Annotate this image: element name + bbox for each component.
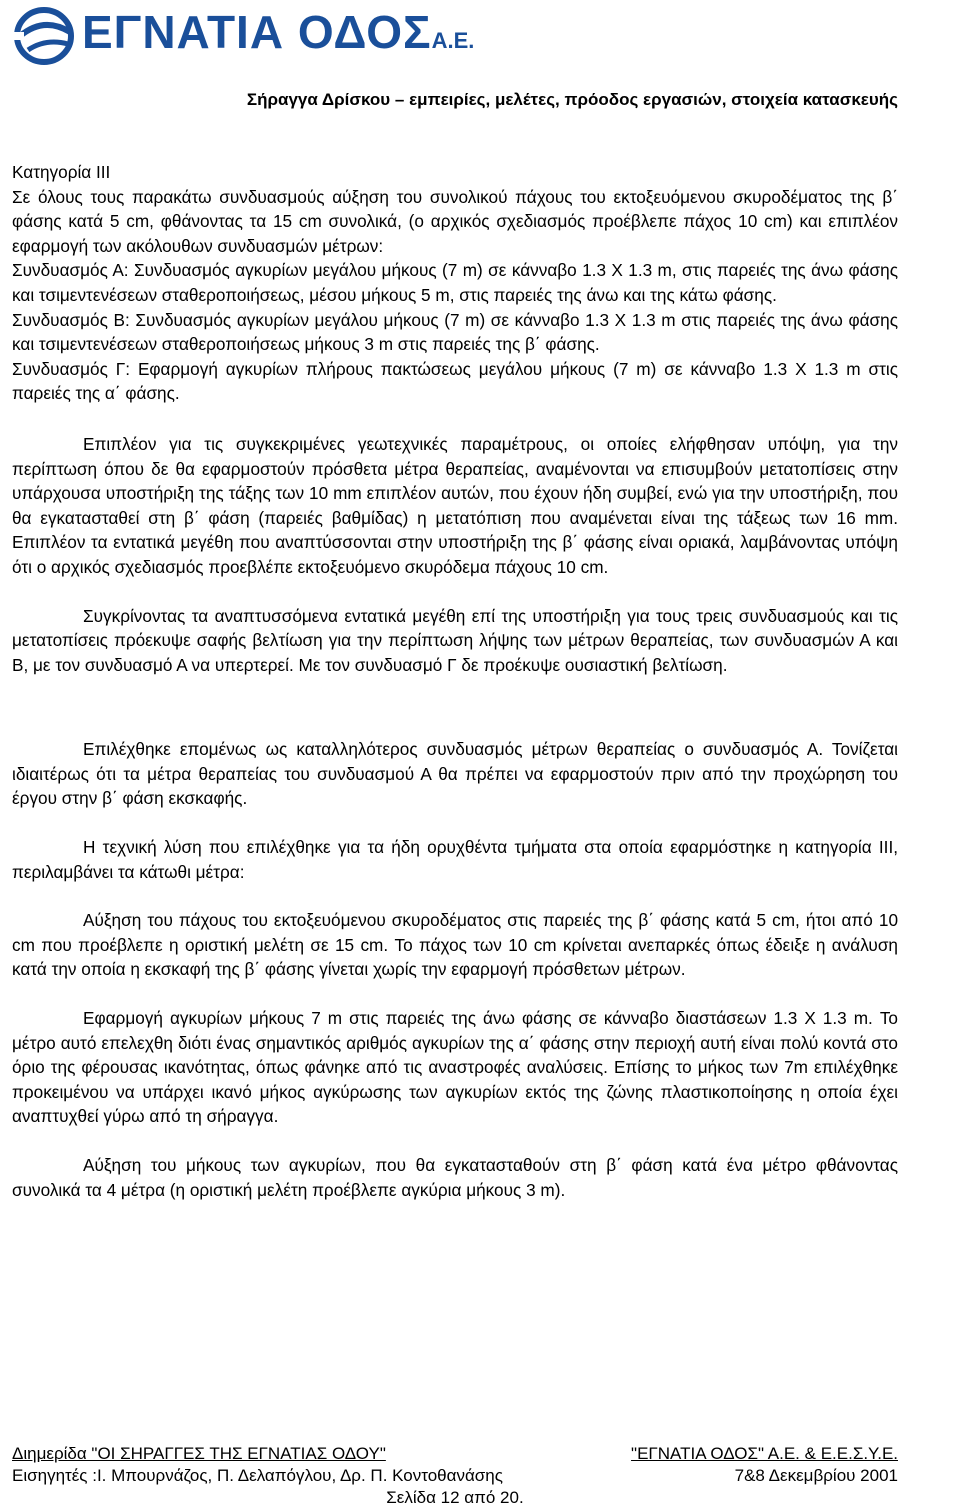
- paragraph-intro: Σε όλους τους παρακάτω συνδυασμούς αύξηση του συνολικού πάχους του εκτοξευόμενου σκυροδέματος της β΄ φάσης κατά 5 cm, φθάνοντας τα 15 cm συνολικά, (ο αρχικός σχεδιασμός προέβλεπε πάχος 10 cm) και επιπλέον εφαρμογή των ακόλουθων συνδυασμών μέτρων:: [12, 186, 898, 256]
- paragraph-anchor-length: Αύξηση του μήκους των αγκυρίων, που θα εγκατασταθούν στη β΄ φάση κατά ένα μέτρο φθάνοντας συνολικά τα 4 μέτρα (η οριστική μελέτη προέβλεπε αγκύρια μήκους 3 m).: [12, 1155, 898, 1200]
- footer-conference: Διημερίδα "ΟΙ ΣΗΡΑΓΓΕΣ ΤΗΣ ΕΓΝΑΤΙΑΣ ΟΔΟΥ": [12, 1444, 386, 1463]
- footer-organizers: "ΕΓΝΑΤΙΑ ΟΔΟΣ" Α.Ε. & Ε.Ε.Σ.Υ.Ε.: [631, 1444, 898, 1463]
- footer-row-2: [12, 1465, 898, 1487]
- footer-speakers: Εισηγητές :Ι. Μπουρνάζος, Π. Δελαπόγλου, Δρ. Π. Κοντοθανάσης: [12, 1466, 503, 1485]
- logo-suffix: Α.Ε.: [431, 27, 475, 53]
- paragraph-shotcrete-increase: Αύξηση του πάχους του εκτοξευόμενου σκυροδέματος στις παρειές της β΄ φάσης κατά 5 cm, ήτοι από 10 cm που προέβλεπε η οριστική μελέτη σε 15 cm. Το πάχος των 10 cm κρίνεται ανεπαρκές όπως έδειξε η ανάλυση κατά την οποία η εκσκαφή της β΄ φάσης γίνεται χωρίς την εφαρμογή πρόσθετων μέτρων.: [12, 910, 898, 980]
- egnatia-logo-icon: [14, 6, 76, 66]
- paragraph-technical-solution: Η τεχνική λύση που επιλέχθηκε για τα ήδη ορυχθέντα τμήματα στα οποία εφαρμόστηκε η κατηγορία ΙΙΙ, περιλαμβάνει τα κάτωθι μέτρα:: [12, 837, 898, 882]
- combination-a: Συνδυασμός Α: Συνδυασμός αγκυρίων μεγάλου μήκους (7 m) σε κάνναβο 1.3 Χ 1.3 m, στις παρειές της άνω φάσης και τσιμεντενέσεων σταθεροποιήσεως, μέσου μήκους 5 m, στις παρειές της άνω και της κάτω φάσης.: [12, 260, 898, 305]
- combination-b: Συνδυασμός Β: Συνδυασμός αγκυρίων μεγάλου μήκους (7 m) σε κάνναβο 1.3 Χ 1.3 m στις παρειές της άνω φάσης και τσιμεντενέσεων σταθεροποιήσεως μήκους 3 m στις παρειές της β΄ φάσης.: [12, 309, 898, 355]
- document-body: [12, 160, 898, 1202]
- paragraph-anchors: Εφαρμογή αγκυρίων μήκους 7 m στις παρειές της άνω φάσης σε κάνναβο διαστάσεων 1.3 Χ 1.3 m. Το μέτρο αυτό επελεχθη διότι ένας σημαντικός αριθμός αγκυρίων της α΄ φάσης στην περιοχή αυτή είναι πολύ κοντά στο όριο της φέρουσας ικανότητας, όπως φάνηκε από τις αναστροφές αναλύσεις. Επίσης το μήκος των 7m επιλέχθηκε προκειμένου να υπάρχει ικανό μήκος αγκύρωσης των αγκυρίων εκτός της ζώνης πλαστικοποίησης η οποία έχει αναπτυχθεί γύρω από τη σήραγγα.: [12, 1008, 898, 1127]
- company-logo: [14, 6, 474, 66]
- running-title: Σήραγγα Δρίσκου – εμπειρίες, μελέτες, πρόοδος εργασιών, στοιχεία κατασκευής: [246, 90, 898, 109]
- paragraph-comparison: Συγκρίνοντας τα αναπτυσσόμενα εντατικά μεγέθη επί της υποστήριξη για τους τρεις συνδυασμούς και τις μετατοπίσεις πρόεκυψε σαφής βελτίωση για την περίπτωση λήψης των μέτρων θεραπείας, των συνδυασμών Α και Β, με τον συνδυασμό Α να υπερτερεί. Με τον συνδυασμό Γ δε προέκυψε ουσιαστική βελτίωση.: [12, 605, 898, 675]
- page-footer: [12, 1443, 898, 1509]
- page-number: Σελίδα 12 από 20.: [386, 1488, 524, 1507]
- paragraph-displacements: Επιπλέον για τις συγκεκριμένες γεωτεχνικές παραμέτρους, οι οποίες ελήφθησαν υπόψη, για την περίπτωση όπου δε θα εφαρμοστούν πρόσθετα μέτρα θεραπείας, αναμένονται να επισυμβούν μετατοπίσεις στην υπάρχουσα υποστήριξη της τάξης των 10 mm επιπλέον αυτών, που έχουν ήδη συμβεί, ενώ για την υποστήριξη, που θα εγκατασταθεί στη β΄ φάση (παρειές βαθμίδας) η μετατόπιση που αναμένεται είναι της τάξεως των 16 mm. Επιπλέον τα εντατικά μεγέθη που αναπτύσσονται στην υποστήριξη της β΄ φάσης είναι οριακά, λαμβάνοντας υπόψη ότι ο αρχικός σχεδιασμός προεβλέπε εκτοξευόμενο σκυρόδεμα πάχους 10 cm.: [12, 433, 898, 577]
- combination-c: Συνδυασμός Γ: Εφαρμογή αγκυρίων πλήρους πακτώσεως μεγάλου μήκους (7 m) σε κάνναβο 1.3 Χ 1.3 m στις παρειές της α΄ φάσης.: [12, 358, 898, 404]
- logo-text: ΕΓΝΑΤΙΑ ΟΔΟΣ: [82, 5, 432, 58]
- footer-row-1: [12, 1443, 898, 1465]
- paragraph-selection: Επιλέχθηκε επομένως ως καταλληλότερος συνδυασμός μέτρων θεραπείας ο συνδυασμός Α. Τονίζεται ιδιαιτέρως ότι τα μέτρα θεραπείας του συνδυασμού Α θα πρέπει να εφαρμοστούν πριν από την προχώρηση του έργου στην β΄ φάση εκσκαφής.: [12, 739, 898, 809]
- footer-dates: 7&8 Δεκεμβρίου 2001: [734, 1466, 898, 1485]
- logo-wordmark: [82, 2, 474, 71]
- category-title: Κατηγορία ΙΙΙ: [12, 162, 111, 182]
